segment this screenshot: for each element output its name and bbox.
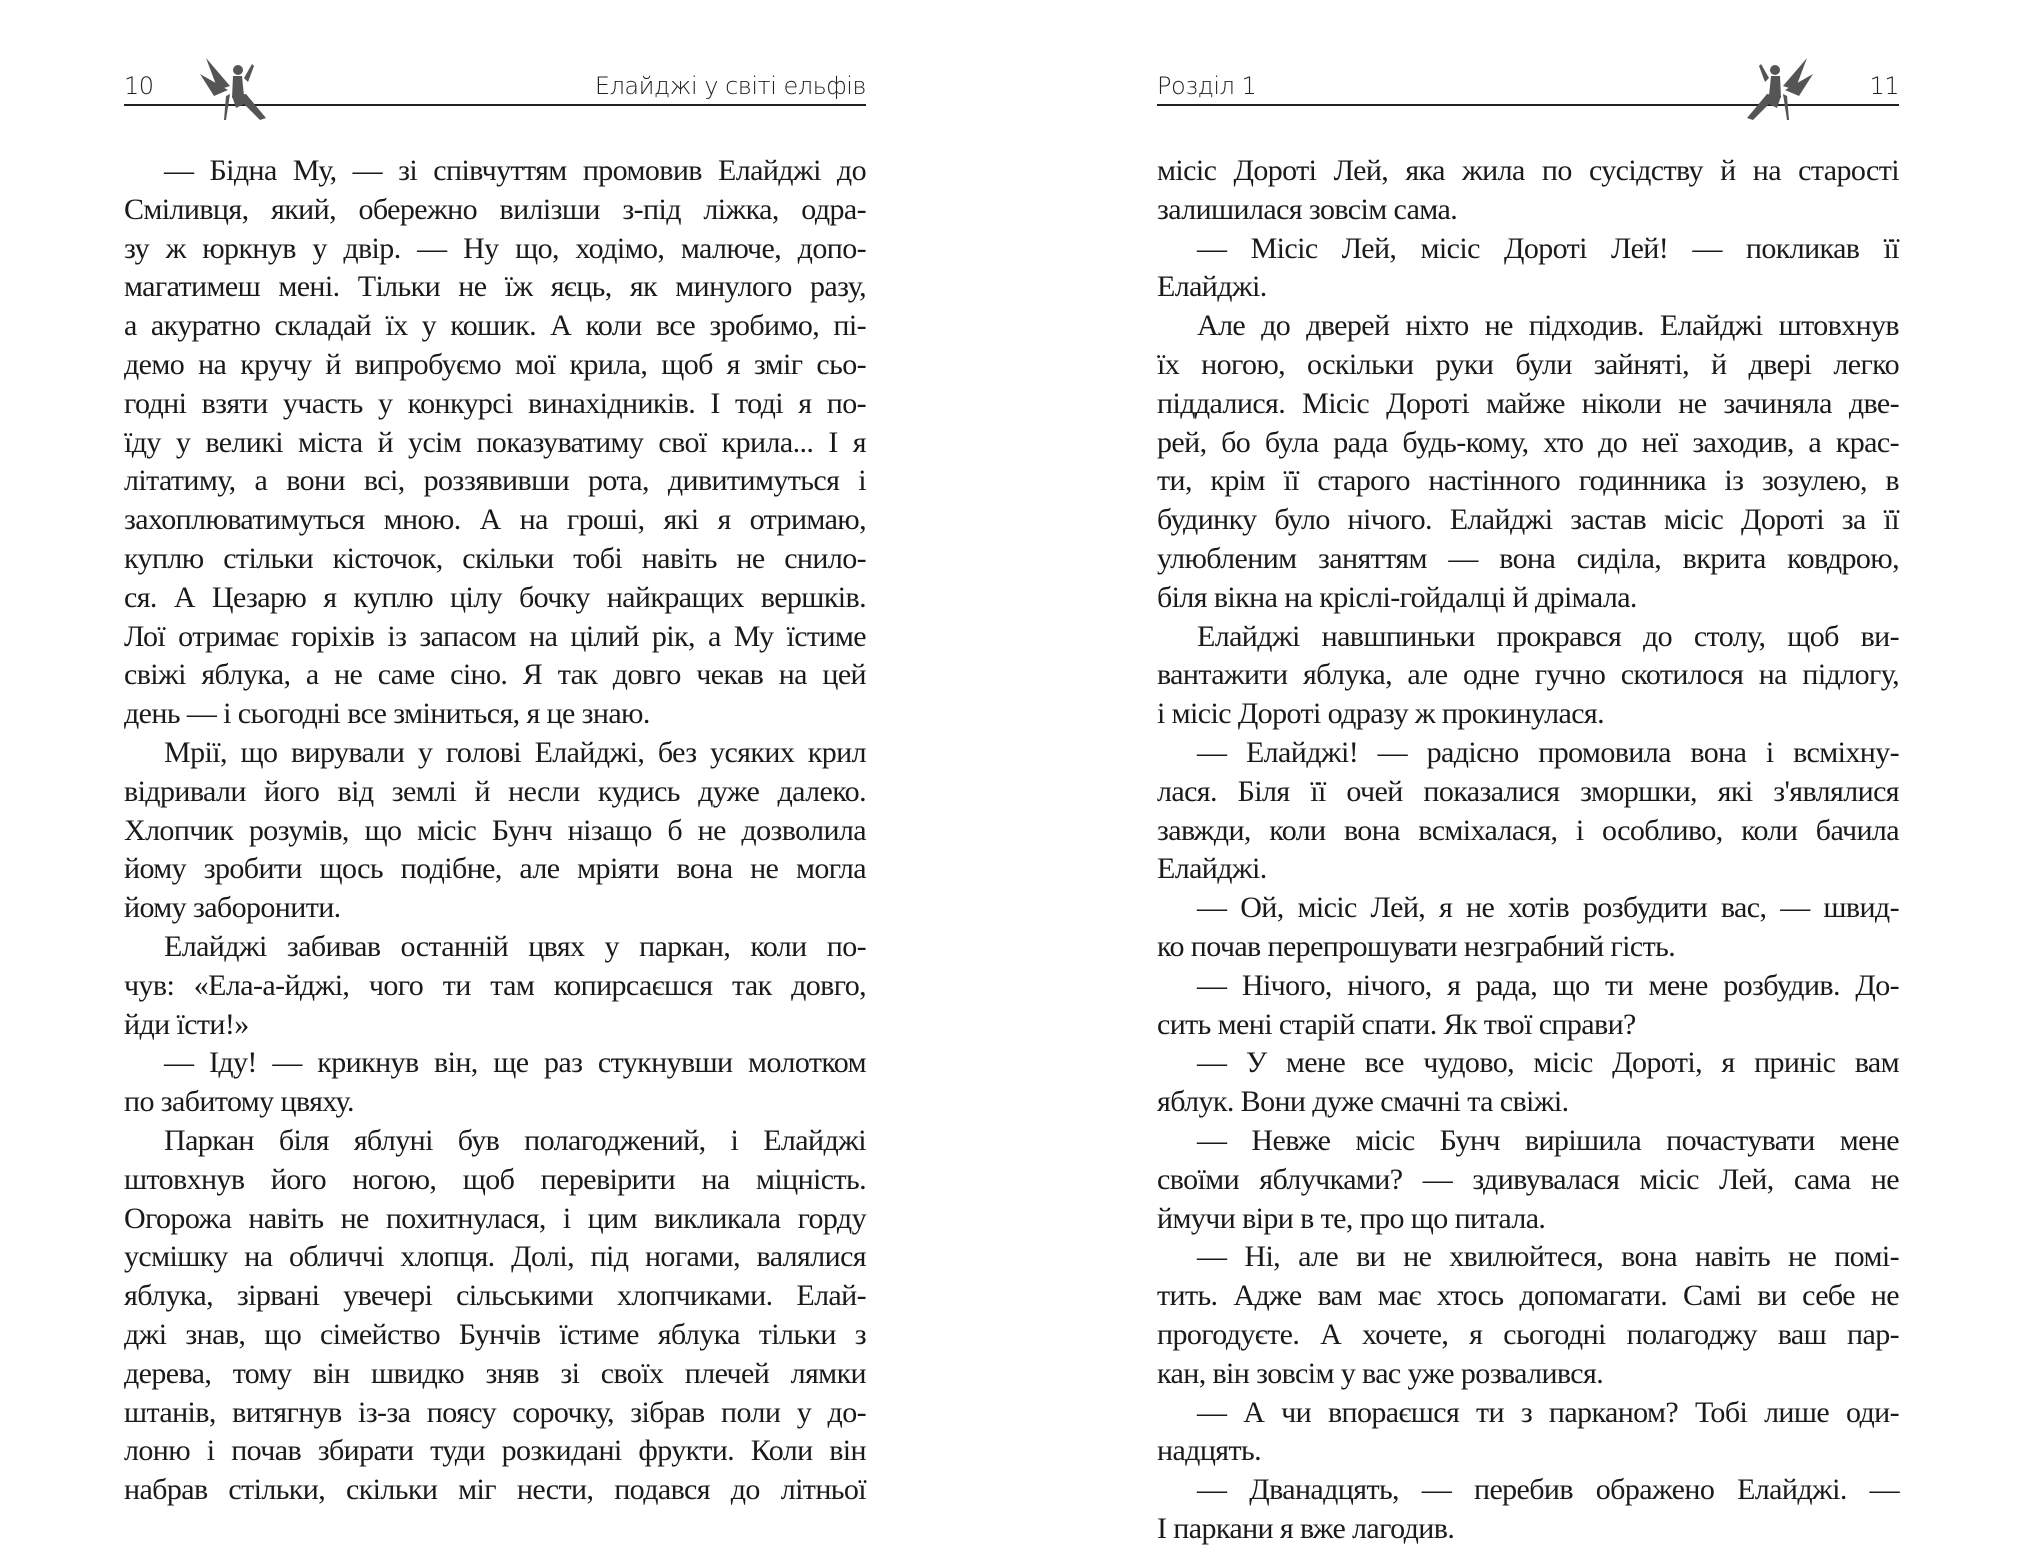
text-line: — Ні, але ви не хвилюйтеся, вона навіть не помі- — [1197, 1240, 1899, 1274]
text-line: чув: «Ела-а-йджі, чого ти там копирсаєшся так довго, — [124, 968, 866, 1002]
text-line: кан, він зовсім у вас уже розвалився. — [1157, 1356, 1604, 1390]
text-line: дерева, тому він швидко зняв зі своїх плечей лямки — [124, 1356, 866, 1390]
page-number: 11 — [1869, 72, 1899, 100]
text-line: — Невже місіс Бунч вирішила почастувати мене — [1197, 1123, 1899, 1157]
text-line: демо на кручу й випробуємо мої крила, щоб я зміг сьо- — [124, 347, 866, 381]
text-line: по забитому цвяху. — [124, 1085, 354, 1119]
text-line: набрав стільки, скільки міг нести, подався до літньої — [124, 1473, 866, 1507]
fairy-icon — [196, 56, 276, 122]
text-line: відривали його від землі й несли кудись дуже далеко. — [124, 774, 866, 808]
text-line: своїми яблучками? — здивувалася місіс Лей, сама не — [1157, 1162, 1899, 1196]
text-line: їх ногою, оскільки руки були зайняті, й двері легко — [1157, 347, 1899, 381]
text-line: — Дванадцять, — перебив ображено Елайджі. — — [1197, 1473, 1899, 1507]
text-line: — Елайджі! — радісно промовила вона і всміхну- — [1197, 735, 1899, 769]
text-line: — А чи впораєшся ти з парканом? Тобі лише оди- — [1197, 1395, 1899, 1429]
text-line: і місіс Дороті одразу ж прокинулася. — [1157, 697, 1605, 731]
text-line: — Іду! — крикнув він, ще раз стукнувши молотком — [164, 1046, 866, 1080]
text-line: завжди, коли вона всміхалася, і особливо, коли бачила — [1157, 813, 1899, 847]
text-line: джі знав, що сімейство Бунчів їстиме яблука тільки з — [124, 1317, 866, 1351]
text-line: літатиму, а вони всі, роззявивши рота, дивитимуться і — [124, 464, 866, 498]
text-line: магатимеш мені. Тільки не їж яєць, як минулого разу, — [124, 270, 866, 304]
text-line: Сміливця, який, обережно вилізши з-під ліжка, одра- — [124, 192, 866, 226]
text-line: Мрії, що вирували у голові Елайджі, без усяких крил — [164, 735, 866, 769]
text-line: зу ж юркнув у двір. — Ну що, ходімо, малюче, допо- — [124, 231, 866, 265]
page-number: 10 — [124, 72, 154, 100]
text-line: яблука, зірвані увечері сільськими хлопчиками. Елай- — [124, 1279, 866, 1313]
text-line: день — і сьогодні все зміниться, я це знаю. — [124, 697, 650, 731]
text-line: місіс Дороті Лей, яка жила по сусідству й на старості — [1157, 154, 1899, 187]
text-line: Елайджі. — [1157, 852, 1267, 886]
text-line: — Бідна Му, — зі співчуттям промовив Елайджі до — [164, 154, 866, 187]
text-line: ко почав перепрошувати незграбний гість. — [1157, 929, 1676, 963]
text-line: піддалися. Місіс Дороті майже ніколи не зачиняла две- — [1157, 386, 1899, 420]
text-line: лася. Біля її очей показалися зморшки, які з'являлися — [1157, 774, 1899, 808]
text-line: Елайджі. — [1157, 270, 1267, 304]
text-line: йому заборонити. — [124, 891, 341, 925]
text-line: штовхнув його ногою, щоб перевірити на міцність. — [124, 1162, 866, 1196]
text-line: усмішку на обличчі хлопця. Долі, під ногами, валялися — [124, 1240, 866, 1274]
text-line: рей, бо була рада будь-кому, хто до неї заходив, а крас- — [1157, 425, 1899, 459]
running-title: Елайджі у світі ельфів — [594, 72, 866, 100]
text-line: ймучи віри в те, про що питала. — [1157, 1201, 1546, 1235]
text-line: вантажити яблука, але одне гучно скотилося на підлогу, — [1157, 658, 1899, 692]
text-line: Паркан біля яблуні був полагоджений, і Елайджі — [164, 1123, 866, 1157]
text-line: Але до дверей ніхто не підходив. Елайджі штовхнув — [1197, 309, 1899, 343]
text-line: надцять. — [1157, 1434, 1261, 1468]
text-line: залишилася зовсім сама. — [1157, 192, 1458, 226]
text-line: біля вікна на кріслі-гойдалці й дрімала. — [1157, 580, 1637, 614]
body-text — [124, 152, 866, 1510]
text-line: — Нічого, нічого, я рада, що ти мене розбудив. До- — [1197, 968, 1899, 1002]
text-line: Елайджі навшпиньки прокрався до столу, щоб ви- — [1197, 619, 1899, 653]
text-line: куплю стільки кісточок, скільки тобі навіть не снило- — [124, 541, 866, 575]
text-line: йому зробити щось подібне, але мріяти вона не могла — [124, 852, 866, 886]
fairy-icon — [1737, 56, 1817, 122]
text-line: годні взяти участь у конкурсі винахідників. І тоді я по- — [124, 386, 866, 420]
text-line: Лої отримає горіхів із запасом на цілий рік, а Му їстиме — [124, 619, 866, 653]
text-line: — У мене все чудово, місіс Дороті, я приніс вам — [1197, 1046, 1899, 1080]
text-line: ся. А Цезарю я куплю цілу бочку найкращих вершків. — [124, 580, 866, 614]
text-line: Хлопчик розумів, що місіс Бунч нізащо б не дозволила — [124, 813, 866, 847]
text-line: яблук. Вони дуже смачні та свіжі. — [1157, 1085, 1569, 1119]
running-header-left — [124, 62, 866, 106]
text-line: будинку було нічого. Елайджі застав місіс Дороті за її — [1157, 503, 1899, 537]
text-line: ти, крім її старого настінного годинника із зозулею, в — [1157, 464, 1899, 498]
text-line: штанів, витягнув із-за поясу сорочку, зібрав поли у до- — [124, 1395, 866, 1429]
text-line: йди їсти!» — [124, 1007, 249, 1041]
text-line: їду у великі міста й усім показуватиму свої крила... І я — [124, 425, 866, 459]
text-line: свіжі яблука, а не саме сіно. Я так довго чекав на цей — [124, 658, 866, 692]
text-line: тить. Адже вам має хтось допомагати. Самі ви себе не — [1157, 1279, 1899, 1313]
text-line: сить мені старій спати. Як твої справи? — [1157, 1007, 1636, 1041]
chapter-title: Розділ 1 — [1157, 72, 1257, 100]
text-line: а акуратно складай їх у кошик. А коли все зробимо, пі- — [124, 309, 866, 343]
text-line: прогодуєте. А хочете, я сьогодні полагоджу ваш пар- — [1157, 1317, 1899, 1351]
text-line: — Ой, місіс Лей, я не хотів розбудити вас, — швид- — [1197, 891, 1899, 925]
body-text — [1157, 152, 1899, 1549]
left-page — [0, 0, 1015, 1529]
text-line: лоню і почав збирати туди розкидані фрукти. Коли він — [124, 1434, 866, 1468]
text-line: Огорожа навіть не похитнулася, і цим викликала горду — [124, 1201, 866, 1235]
right-page — [1015, 0, 2031, 1545]
text-line: Елайджі забивав останній цвях у паркан, коли по- — [164, 929, 866, 963]
running-header-right — [1157, 62, 1899, 106]
text-line: — Місіс Лей, місіс Дороті Лей! — покликав її — [1197, 231, 1899, 265]
text-line: захоплюватимуться мною. А на гроші, які я отримаю, — [124, 503, 866, 537]
text-line: І паркани я вже лагодив. — [1157, 1511, 1455, 1545]
text-line: улюбленим заняттям — вона сиділа, вкрита ковдрою, — [1157, 541, 1899, 575]
